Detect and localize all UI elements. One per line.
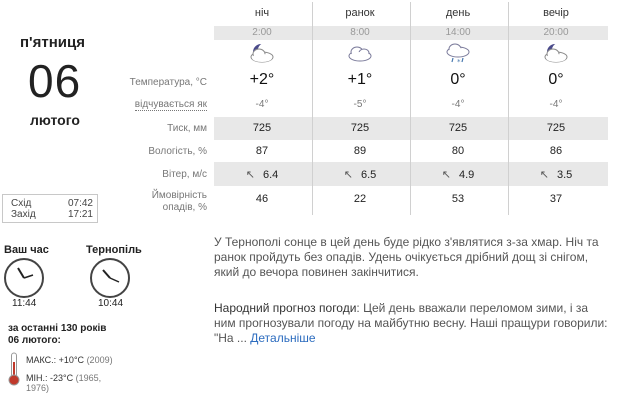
cloud-icon bbox=[314, 42, 406, 66]
folk-forecast bbox=[214, 301, 610, 346]
month-name: лютого bbox=[30, 112, 80, 128]
local-time-label: Тернопіль bbox=[86, 244, 142, 256]
period-time: 2:00 bbox=[252, 27, 272, 38]
pressure-label: Тиск, мм bbox=[167, 123, 207, 134]
wind-label: Вітер, м/с bbox=[162, 169, 207, 180]
wind-value: ↖ 6.5 bbox=[343, 169, 377, 181]
feels-like-label[interactable]: відчувається як bbox=[134, 99, 207, 110]
wind-direction-icon: ↖ bbox=[441, 169, 451, 181]
period-time: 14:00 bbox=[445, 27, 471, 38]
temperature-label: Температура, °C bbox=[129, 77, 207, 88]
sunrise-label: Схід bbox=[11, 198, 32, 209]
sunrise-time: 07:42 bbox=[67, 198, 93, 209]
precip-value: 53 bbox=[451, 193, 465, 205]
period-header-night: ніч bbox=[254, 7, 270, 19]
wind-direction-icon: ↖ bbox=[343, 169, 353, 181]
wind-direction-icon: ↖ bbox=[245, 169, 255, 181]
temperature-value: 0° bbox=[450, 71, 466, 88]
feels-like-value: -5° bbox=[353, 99, 367, 110]
wind-value: ↖ 6.4 bbox=[245, 169, 279, 181]
humidity-label: Вологість, % bbox=[148, 146, 207, 157]
local-time-value: 10:44 bbox=[98, 298, 124, 309]
sunset-label: Захід bbox=[11, 209, 36, 220]
your-time-label: Ваш час bbox=[4, 244, 49, 256]
wind-value: ↖ 4.9 bbox=[441, 169, 475, 181]
your-time-clock-icon bbox=[4, 258, 44, 298]
humidity-value: 86 bbox=[549, 145, 563, 157]
forecast-description: У Тернополі сонце в цей день буде рідко з'являтися з-за хмар. Ніч та ранок пройдуть без опадів. Удень очікується дрібний дощ зі снігом, який до вечора повинен закінчитися. bbox=[214, 235, 599, 279]
column-divider bbox=[410, 2, 411, 215]
temperature-value: +1° bbox=[347, 71, 373, 88]
day-panel bbox=[0, 0, 142, 402]
precip-value: 37 bbox=[549, 193, 563, 205]
pressure-value: 725 bbox=[546, 122, 566, 134]
pressure-value: 725 bbox=[448, 122, 468, 134]
column-divider bbox=[312, 2, 313, 215]
precip-value: 46 bbox=[255, 193, 269, 205]
wind-direction-icon: ↖ bbox=[539, 169, 549, 181]
period-time: 20:00 bbox=[543, 27, 569, 38]
humidity-value: 89 bbox=[353, 145, 367, 157]
local-time-clock-icon bbox=[90, 258, 130, 298]
pressure-value: 725 bbox=[350, 122, 370, 134]
wind-value: ↖ 3.5 bbox=[539, 169, 573, 181]
feels-like-value: -4° bbox=[549, 99, 563, 110]
column-divider bbox=[508, 2, 509, 215]
your-time-value: 11:44 bbox=[12, 298, 37, 309]
rain-snow-icon bbox=[412, 42, 504, 66]
history-title: за останні 130 років 06 лютого: bbox=[8, 323, 107, 346]
details-link[interactable]: Детальніше bbox=[250, 331, 316, 345]
svg-text:*: * bbox=[457, 58, 461, 66]
humidity-value: 80 bbox=[451, 145, 465, 157]
history-max: МАКС.: +10°C (2009) bbox=[26, 355, 113, 365]
temperature-value: 0° bbox=[548, 71, 564, 88]
cloud-moon-icon bbox=[216, 42, 308, 66]
feels-like-value: -4° bbox=[255, 99, 269, 110]
period-time: 8:00 bbox=[350, 27, 370, 38]
history-min: МІН.: -23°C (1965, 1976) bbox=[26, 373, 102, 393]
humidity-value: 87 bbox=[255, 145, 269, 157]
precip-label: Ймовірність опадів, % bbox=[151, 190, 207, 213]
folk-forecast-title: Народний прогноз погоди bbox=[214, 301, 357, 315]
feels-like-value: -4° bbox=[451, 99, 465, 110]
period-header-evening: вечір bbox=[543, 7, 569, 19]
sunset-time: 17:21 bbox=[67, 209, 93, 220]
precip-value: 22 bbox=[353, 193, 367, 205]
day-number: 06 bbox=[28, 55, 82, 107]
weekday: п'ятниця bbox=[20, 34, 85, 51]
period-header-day: день bbox=[445, 7, 471, 19]
temperature-value: +2° bbox=[249, 71, 275, 88]
period-header-morning: ранок bbox=[345, 7, 375, 19]
pressure-value: 725 bbox=[252, 122, 272, 134]
cloud-moon-icon bbox=[510, 42, 602, 66]
sun-times-box bbox=[2, 194, 98, 223]
thermometer-icon bbox=[8, 352, 20, 386]
folk-forecast-text: : Цей день вважали переломом зими, і за ним прогнозували погоду на майбутню весну. Наші пращури говорили: "На ... bbox=[214, 301, 608, 345]
